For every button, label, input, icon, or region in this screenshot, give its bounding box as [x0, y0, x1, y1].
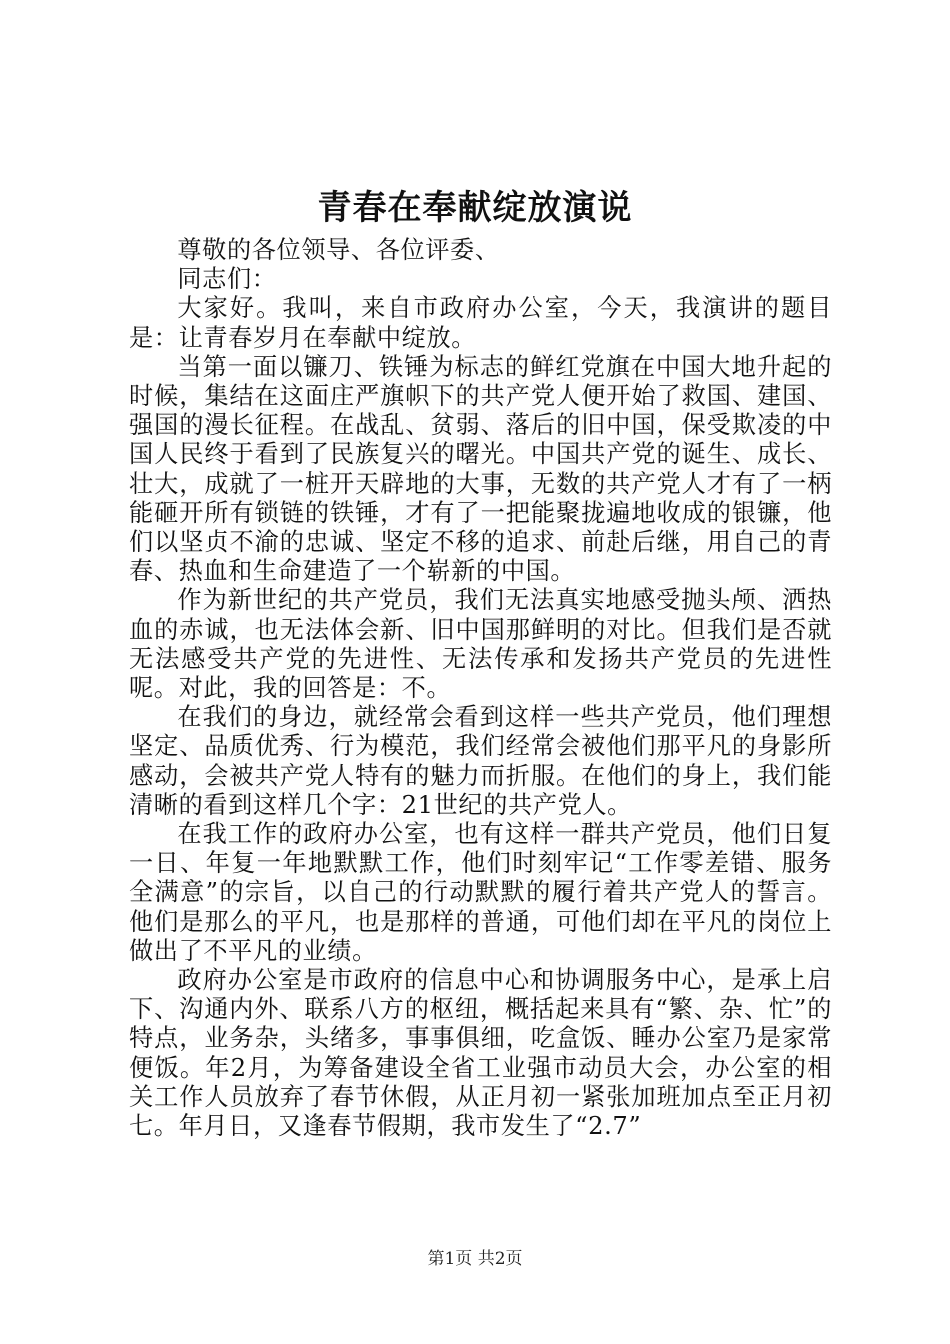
paragraph-new-century: 作为新世纪的共产党员，我们无法真实地感受抛头颅、洒热血的赤诚，也无法体会新、旧中国那鲜明的对比。但我们是否就无法感受共产党的先进性、无法传承和发扬共产党员的先进性呢。对此，我的回答是：不。: [129, 586, 832, 703]
paragraph-intro: 大家好。我叫，来自市政府办公室，今天，我演讲的题目是：让青春岁月在奉献中绽放。: [129, 294, 832, 352]
paragraph-office-work: 政府办公室是市政府的信息中心和协调服务中心，是承上启下、沟通内外、联系八方的枢纽，概括起来具有“繁、杂、忙”的特点，业务杂，头绪多，事事俱细，吃盒饭、睡办公室乃是家常便饭。年2月，为筹备建设全省工业强市动员大会，办公室的相关工作人员放弃了春节休假，从正月初一紧张加班加点至正月初七。年月日，又逢春节假期，我市发生了“2.7”: [129, 966, 832, 1141]
page-footer: 第1页 共2页: [427, 1249, 523, 1269]
paragraph-office: 在我工作的政府办公室，也有这样一群共产党员，他们日复一日、年复一年地默默工作，他们时刻牢记“工作零差错、服务全满意”的宗旨，以自己的行动默默的履行着共产党人的誓言。他们是那么的平凡，也是那样的普通，可他们却在平凡的岗位上做出了不平凡的业绩。: [129, 820, 832, 965]
paragraph-history: 当第一面以镰刀、铁锤为标志的鲜红党旗在中国大地升起的时候，集结在这面庄严旗帜下的共产党人便开始了救国、建国、强国的漫长征程。在战乱、贫弱、落后的旧中国，保受欺凌的中国人民终于看到了民族复兴的曙光。中国共产党的诞生、成长、壮大，成就了一桩开天辟地的大事，无数的共产党人才有了一柄能砸开所有锁链的铁锤，才有了一把能聚拢遍地收成的银镰，他们以坚贞不渝的忠诚、坚定不移的追求、前赴后继，用自己的青春、热血和生命建造了一个崭新的中国。: [129, 352, 832, 586]
paragraph-salutation: 尊敬的各位领导、各位评委、: [177, 236, 500, 264]
document-title: 青春在奉献绽放演说: [317, 188, 633, 228]
document-body: [129, 236, 832, 1141]
paragraph-around-us: 在我们的身边，就经常会看到这样一些共产党员，他们理想坚定、品质优秀、行为模范，我们经常会被他们那平凡的身影所感动，会被共产党人特有的魅力而折服。在他们的身上，我们能清晰的看到这样几个字：21世纪的共产党人。: [129, 703, 832, 819]
paragraph-salutation-2: 同志们：: [177, 265, 277, 294]
